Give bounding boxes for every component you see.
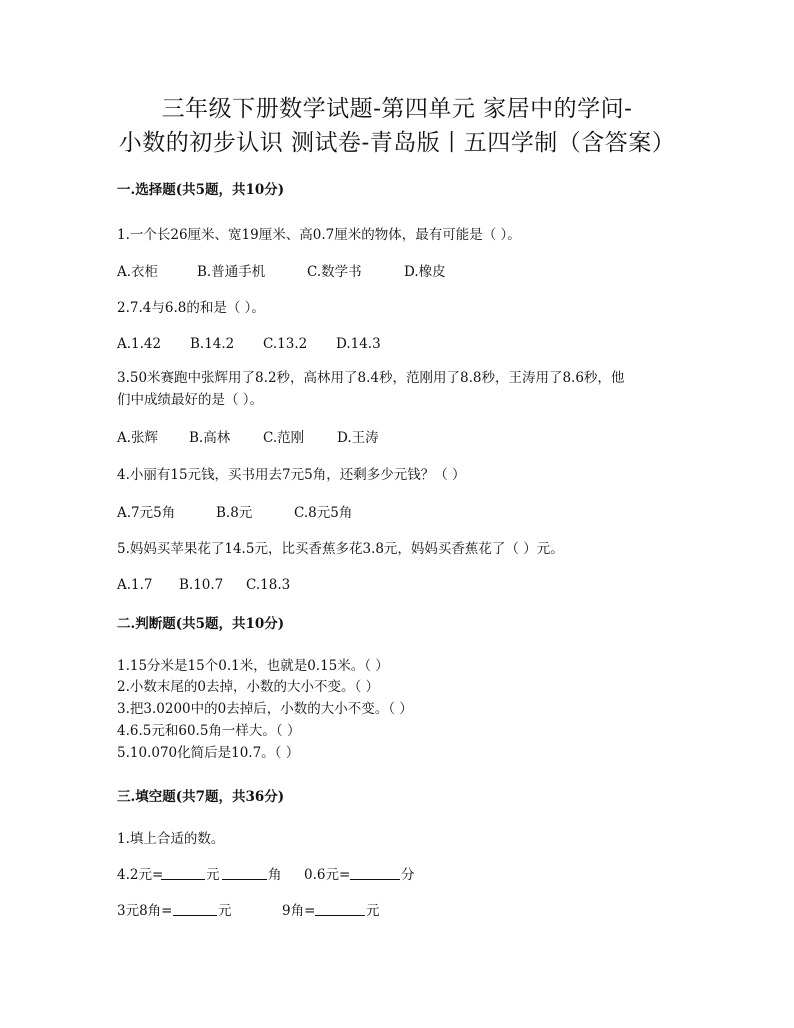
option-c: C.8元5角 [294, 505, 353, 521]
answer-blank[interactable] [161, 865, 205, 886]
option-c: C.18.3 [246, 577, 291, 593]
judgment-item-5: 5.10.070化简后是10.7。（ ） [117, 745, 300, 761]
fill-row-2-second-prefix: 9角= [282, 903, 316, 919]
unit-jiao: 角 [268, 867, 282, 883]
judgment-item-2: 2.小数末尾的0去掉，小数的大小不变。（ ） [117, 679, 380, 695]
unit-yuan: 元 [206, 867, 220, 883]
question-2: 2.7.4与6.8的和是（ ）。 [117, 300, 265, 316]
unit-yuan: 元 [366, 903, 380, 919]
fill-row-2-prefix: 3元8角= [117, 903, 173, 919]
unit-yuan: 元 [218, 903, 232, 919]
fill-row-1-second-prefix: 0.6元= [304, 867, 351, 883]
question-3-line-2: 们中成绩最好的是（ ）。 [117, 392, 264, 408]
judgment-item-3: 3.把3.0200中的0去掉后，小数的大小不变。（ ） [117, 701, 413, 717]
judgment-item-4: 4.6.5元和60.5角一样大。（ ） [117, 723, 301, 739]
question-3-line-1: 3.50米赛跑中张辉用了8.2秒，高林用了8.4秒，范刚用了8.8秒，王涛用了8.6秒，他 [117, 370, 625, 386]
fill-question-1: 1.填上合适的数。 [117, 831, 225, 847]
option-c: C.13.2 [263, 336, 308, 352]
section-heading-fill-in: 三.填空题(共7题，共36分) [117, 789, 285, 805]
option-a: A.1.42 [117, 336, 162, 352]
option-a: A.7元5角 [117, 505, 176, 521]
section-heading-choice: 一.选择题(共5题，共10分) [117, 182, 285, 198]
option-a: A.衣柜 [117, 264, 159, 280]
option-c: C.数学书 [307, 264, 362, 280]
judgment-item-1: 1.15分米是15个0.1米，也就是0.15米。（ ） [117, 658, 389, 674]
question-5: 5.妈妈买苹果花了14.5元，比买香蕉多花3.8元，妈妈买香蕉花了（ ）元。 [117, 541, 564, 557]
answer-blank[interactable] [350, 865, 400, 886]
option-b: B.8元 [216, 505, 253, 521]
option-b: B.高林 [189, 430, 231, 446]
option-d: D.橡皮 [404, 264, 446, 280]
option-c: C.范刚 [263, 430, 305, 446]
option-b: B.10.7 [179, 577, 224, 593]
option-b: B.14.2 [190, 336, 235, 352]
question-4: 4.小丽有15元钱，买书用去7元5角，还剩多少元钱？（ ） [117, 467, 466, 483]
section-heading-judgment: 二.判断题(共5题，共10分) [117, 616, 285, 632]
fill-row-1-prefix: 4.2元= [117, 867, 164, 883]
page-title-line-2: 小数的初步认识 测试卷-青岛版丨五四学制（含答案） [118, 130, 676, 156]
unit-fen: 分 [401, 867, 415, 883]
option-d: D.王涛 [337, 430, 379, 446]
option-a: A.1.7 [117, 577, 153, 593]
answer-blank[interactable] [222, 865, 267, 886]
question-1: 1.一个长26厘米、宽19厘米、高0.7厘米的物体，最有可能是（ ）。 [117, 227, 521, 243]
answer-blank[interactable] [315, 901, 365, 922]
answer-blank[interactable] [173, 901, 217, 922]
option-d: D.14.3 [336, 336, 381, 352]
option-b: B.普通手机 [197, 264, 266, 280]
option-a: A.张辉 [117, 430, 159, 446]
page-title-line-1: 三年级下册数学试题-第四单元 家居中的学问- [161, 96, 633, 122]
